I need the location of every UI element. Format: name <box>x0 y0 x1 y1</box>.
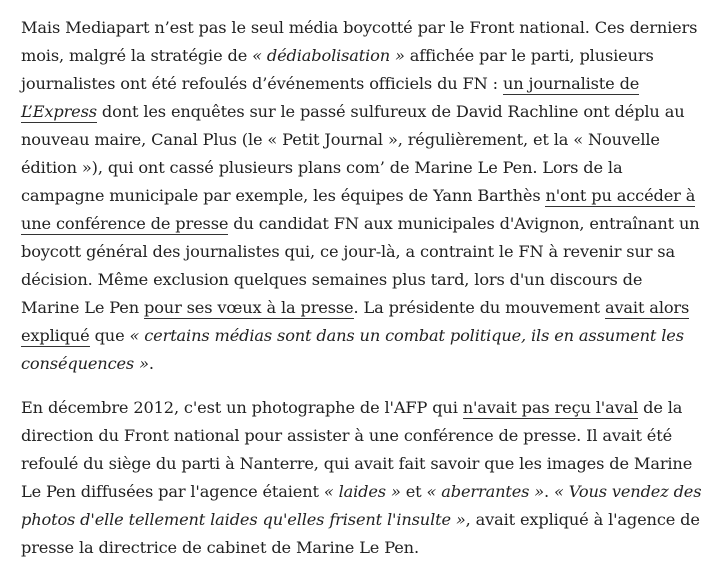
text: affichée par le parti, plusieurs journalistes ont été refoulés d’événements officiels du FN : <box>21 46 654 93</box>
paragraph-2 <box>21 394 703 562</box>
link-voeux-presse[interactable]: pour ses vœux à la presse <box>143 298 354 317</box>
text: . <box>544 482 555 501</box>
text: En décembre 2012, c'est un photographe de l'AFP qui <box>21 398 463 417</box>
quote-dediabolisation: « dédiabolisation » <box>252 46 405 65</box>
text: . La présidente du mouvement <box>353 298 605 317</box>
text: du candidat FN aux municipales d'Avignon, entraînant un boycott général des journalistes qui, ce jour-là, a contraint le FN à revenir sur sa décision. Même exclusion quelques semaines plus tard, lors d'un discours de Marine Le Pen <box>21 214 700 317</box>
link-text: un journaliste de <box>502 74 640 93</box>
text: et <box>400 482 427 501</box>
text: Mais Mediapart n’est pas le seul média boycotté par le Front national. Ces derniers mois, malgré la stratégie de <box>21 18 698 65</box>
quote-vous-vendez: « Vous vendez des photos d'elle tellement laides qu'elles frisent l'insulte » <box>21 482 702 529</box>
quote-laides: « laides » <box>323 482 401 501</box>
text: , avait expliqué à l'agence de presse la directrice de cabinet de Marine Le Pen. <box>21 510 700 557</box>
link-conference-de-presse[interactable]: n'ont pu accéder à une conférence de presse <box>21 186 696 233</box>
text: . <box>148 354 154 373</box>
link-aval[interactable]: n'avait pas reçu l'aval <box>462 398 639 417</box>
link-avait-alors-explique[interactable]: avait alors expliqué <box>21 298 690 345</box>
text: que <box>89 326 130 345</box>
text: dont les enquêtes sur le passé sulfureux de David Rachline ont déplu au nouveau maire, Canal Plus (le « Petit Journal », régulièrement, et la « Nouvelle édition »), qui ont cassé plusieurs plans com’ de Marine Le Pen. Lors de la campagne municipale par exemple, les équipes de Yann Barthès <box>21 102 685 205</box>
link-text-italic: L’Express <box>21 102 97 121</box>
quote-aberrantes: « aberrantes » <box>426 482 545 501</box>
paragraph-1 <box>21 14 703 378</box>
quote-certains-medias: « certains médias sont dans un combat politique, ils en assument les conséquences » <box>21 326 684 373</box>
text: de la direction du Front national pour assister à une conférence de presse. Il avait été refoulé du siège du parti à Nanterre, qui avait fait savoir que les images de Marine Le Pen diffusées par l'agence étaient <box>21 398 693 501</box>
